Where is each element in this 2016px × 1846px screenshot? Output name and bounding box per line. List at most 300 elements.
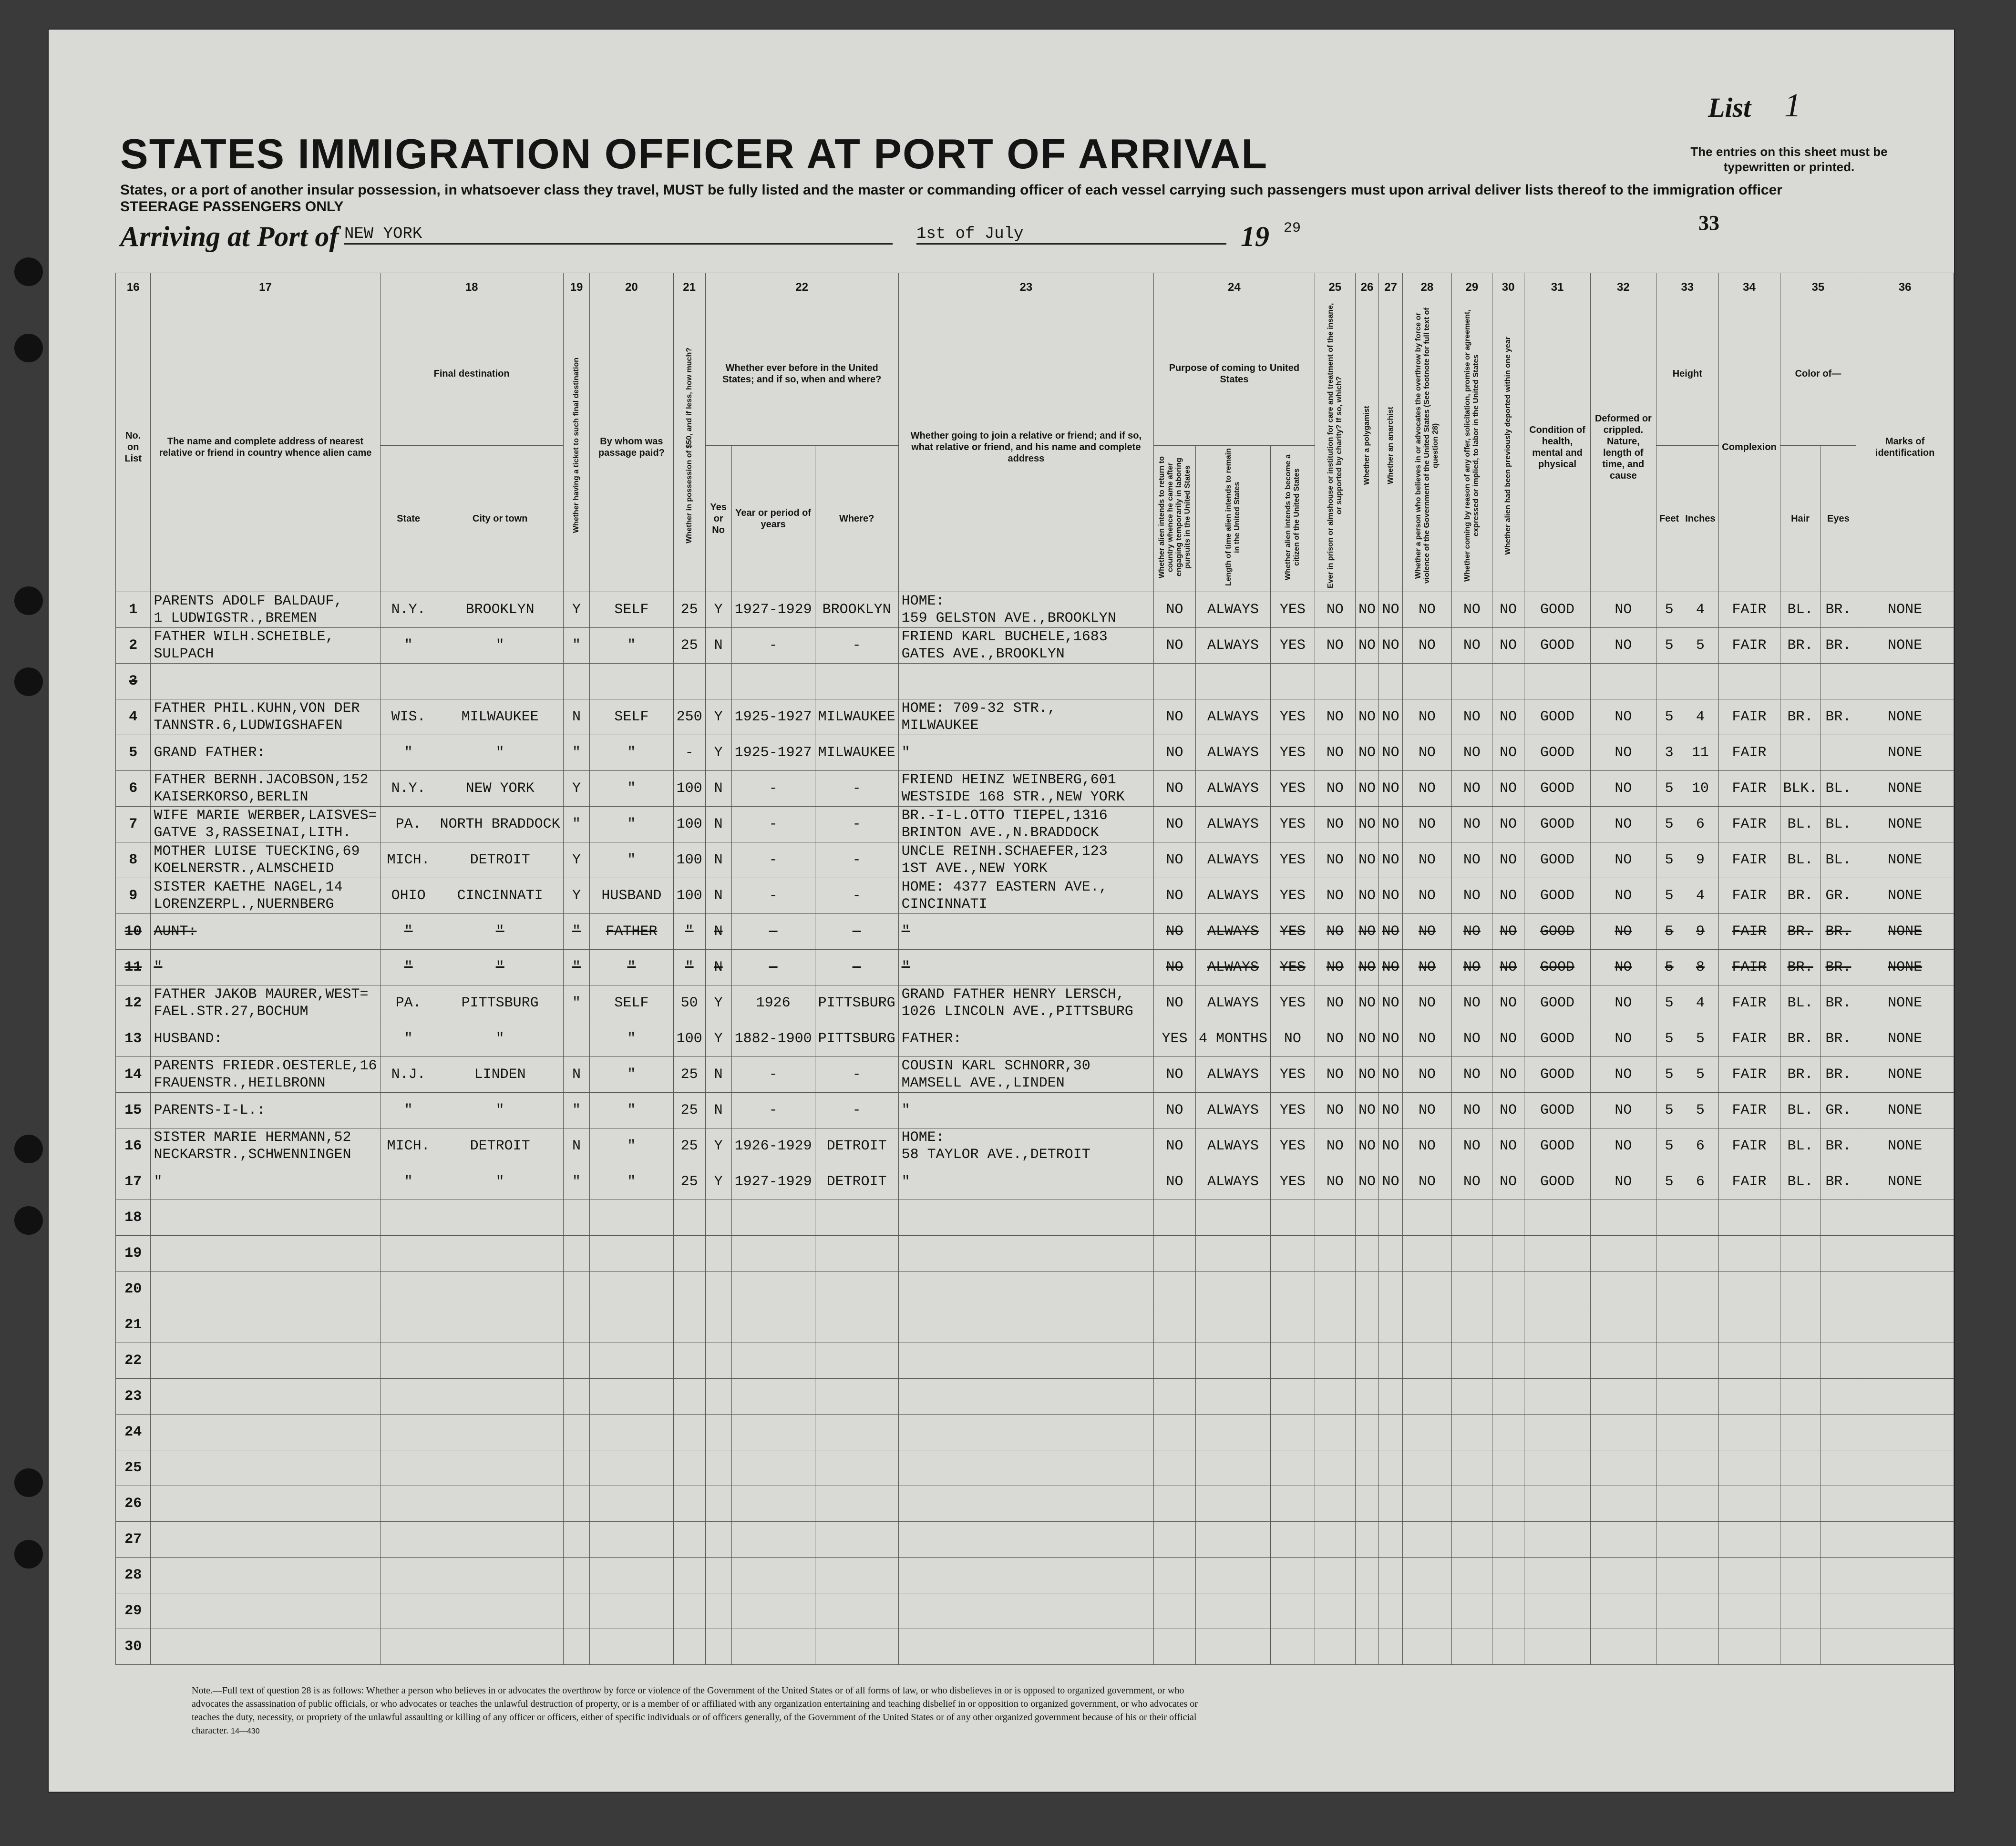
cell-ft: 5 [1656, 985, 1682, 1021]
cell-pc: YES [1271, 1128, 1315, 1164]
empty-cell [1656, 1343, 1682, 1379]
empty-cell [1524, 1307, 1590, 1343]
cell-years: - [731, 842, 815, 878]
cell-in: 5 [1682, 628, 1718, 664]
empty-cell [1315, 1307, 1355, 1343]
cell-ticket: " [563, 735, 590, 771]
form-subtitle: States, or a port of another insular possession, in whatsoever class they travel, MUST be fully listed and the master or commanding officer of each vessel carrying such passengers must upon arrival deliver lists thereof to the immigration officer [120, 182, 1782, 198]
column-number: 31 [1524, 273, 1590, 302]
empty-cell [731, 1307, 815, 1343]
cell-q25: NO [1315, 1128, 1355, 1164]
joining-relative-line: FRIEND KARL BUCHELE,1683 [901, 629, 1108, 645]
empty-cell [1590, 1486, 1656, 1522]
table-row [116, 735, 1954, 771]
table-row [116, 1128, 1954, 1164]
empty-cell [898, 1522, 1153, 1558]
empty-cell [1590, 1236, 1656, 1272]
empty-cell [1856, 1415, 1954, 1450]
cell-ticket: Y [563, 842, 590, 878]
empty-cell [437, 1629, 563, 1665]
empty-cell [590, 1415, 673, 1450]
cell-eyes: BR. [1821, 1164, 1856, 1200]
empty-cell [437, 1200, 563, 1236]
line-number: 21 [116, 1307, 151, 1343]
binder-hole [14, 1468, 43, 1497]
cell-where: - [815, 914, 898, 950]
empty-cell [815, 1450, 898, 1486]
empty-cell [1154, 1450, 1196, 1486]
relative-address-line: FAEL.STR.27,BOCHUM [154, 1004, 309, 1020]
cell-ft [1656, 664, 1682, 699]
cell-state: OHIO [380, 878, 437, 914]
cell-comp: FAIR [1718, 735, 1780, 771]
header-relative: The name and complete address of nearest relative or friend in country whence alien came [151, 302, 380, 592]
empty-cell [437, 1343, 563, 1379]
line-number: 7 [116, 807, 151, 842]
empty-cell [1856, 1593, 1954, 1629]
cell-q30 [1492, 664, 1524, 699]
page-number: 33 [1698, 211, 1719, 235]
empty-cell [151, 1486, 380, 1522]
cell-def: NO [1590, 1057, 1656, 1093]
line-number: 17 [116, 1164, 151, 1200]
empty-cell [563, 1593, 590, 1629]
empty-cell [1271, 1593, 1315, 1629]
cell-q26: NO [1355, 914, 1379, 950]
cell-state: MICH. [380, 1128, 437, 1164]
empty-cell [1402, 1307, 1451, 1343]
cell-by: " [590, 1164, 673, 1200]
empty-cell [1271, 1343, 1315, 1379]
cell-in: 9 [1682, 842, 1718, 878]
relative-address-line: LORENZERPL.,NUERNBERG [154, 896, 334, 913]
cell-marks: NONE [1856, 699, 1954, 735]
cell-ft: 5 [1656, 914, 1682, 950]
empty-cell [898, 1593, 1153, 1629]
empty-cell [1821, 1200, 1856, 1236]
cell-city: DETROIT [437, 1128, 563, 1164]
empty-cell [1524, 1558, 1590, 1593]
cell-q29: NO [1451, 950, 1492, 985]
column-number: 34 [1718, 273, 1780, 302]
cell-where: - [815, 771, 898, 807]
empty-cell [1718, 1558, 1780, 1593]
cell-years: - [731, 1057, 815, 1093]
joining-relative [898, 878, 1153, 914]
steerage-label: STEERAGE PASSENGERS ONLY [120, 199, 344, 215]
cell-where: - [815, 628, 898, 664]
cell-eyes: GR. [1821, 878, 1856, 914]
header-purpose-length-text: Length of time alien intends to remain in the United States [1224, 448, 1242, 586]
empty-cell [705, 1379, 731, 1415]
cell-q29: NO [1451, 1093, 1492, 1128]
cell-marks: NONE [1856, 771, 1954, 807]
empty-cell [705, 1200, 731, 1236]
date-field [916, 225, 1226, 245]
empty-cell [898, 1272, 1153, 1307]
cell-q28: NO [1402, 1128, 1451, 1164]
cell-pa: NO [1154, 1164, 1196, 1200]
cell-where: - [815, 878, 898, 914]
cell-yn: N [705, 842, 731, 878]
cell-money: 25 [673, 592, 705, 628]
cell-marks: NONE [1856, 807, 1954, 842]
cell-ticket: " [563, 950, 590, 985]
cell-ft: 5 [1656, 807, 1682, 842]
empty-cell [1379, 1343, 1403, 1379]
cell-cond: GOOD [1524, 771, 1590, 807]
empty-cell [673, 1629, 705, 1665]
cell-hair: BL. [1780, 1093, 1821, 1128]
empty-cell [380, 1486, 437, 1522]
cell-ticket: Y [563, 878, 590, 914]
cell-def: NO [1590, 699, 1656, 735]
empty-cell [1196, 1593, 1271, 1629]
empty-cell [1682, 1415, 1718, 1450]
empty-cell [1379, 1236, 1403, 1272]
cell-money: 25 [673, 1057, 705, 1093]
empty-cell [705, 1450, 731, 1486]
cell-pc: YES [1271, 950, 1315, 985]
cell-hair: BR. [1780, 1057, 1821, 1093]
empty-cell [1379, 1593, 1403, 1629]
empty-cell [1271, 1558, 1315, 1593]
cell-pc: YES [1271, 592, 1315, 628]
cell-comp: FAIR [1718, 1021, 1780, 1057]
relative-address-line: WIFE MARIE WERBER,LAISVES= [154, 808, 377, 824]
line-number: 9 [116, 878, 151, 914]
empty-cell [1718, 1450, 1780, 1486]
cell-money: " [673, 914, 705, 950]
cell-state: N.J. [380, 1057, 437, 1093]
cell-comp: FAIR [1718, 1164, 1780, 1200]
line-number: 27 [116, 1522, 151, 1558]
cell-money: 100 [673, 1021, 705, 1057]
joining-relative [898, 1057, 1153, 1093]
cell-in: 5 [1682, 1021, 1718, 1057]
cell-q30: NO [1492, 1128, 1524, 1164]
cell-ft: 5 [1656, 1021, 1682, 1057]
empty-cell [673, 1486, 705, 1522]
cell-pb: 4 MONTHS [1196, 1021, 1271, 1057]
empty-cell [1492, 1558, 1524, 1593]
cell-comp: FAIR [1718, 628, 1780, 664]
empty-cell [1315, 1343, 1355, 1379]
cell-q25: NO [1315, 592, 1355, 628]
empty-cell [705, 1522, 731, 1558]
joining-relative-line: MAMSELL AVE.,LINDEN [901, 1075, 1065, 1091]
cell-q29: NO [1451, 699, 1492, 735]
empty-cell [1315, 1486, 1355, 1522]
empty-cell [1451, 1379, 1492, 1415]
cell-comp: FAIR [1718, 878, 1780, 914]
empty-cell [815, 1343, 898, 1379]
empty-cell [380, 1343, 437, 1379]
empty-cell [1718, 1307, 1780, 1343]
cell-comp: FAIR [1718, 592, 1780, 628]
empty-cell [151, 1307, 380, 1343]
empty-cell [1718, 1522, 1780, 1558]
cell-q27: NO [1379, 1021, 1403, 1057]
cell-q29: NO [1451, 735, 1492, 771]
cell-cond: GOOD [1524, 985, 1590, 1021]
cell-q28: NO [1402, 985, 1451, 1021]
cell-in: 9 [1682, 914, 1718, 950]
empty-cell [1821, 1486, 1856, 1522]
cell-q25: NO [1315, 628, 1355, 664]
empty-cell [380, 1522, 437, 1558]
empty-cell [1451, 1558, 1492, 1593]
cell-pa: NO [1154, 842, 1196, 878]
empty-cell [1590, 1200, 1656, 1236]
cell-q27 [1379, 664, 1403, 699]
cell-def: NO [1590, 878, 1656, 914]
line-number: 29 [116, 1593, 151, 1629]
cell-q27: NO [1379, 628, 1403, 664]
header-where: Where? [815, 446, 898, 592]
empty-cell [731, 1450, 815, 1486]
cell-q25: NO [1315, 1164, 1355, 1200]
empty-cell [1355, 1307, 1379, 1343]
cell-q27: NO [1379, 878, 1403, 914]
cell-def: NO [1590, 592, 1656, 628]
relative-address-line: TANNSTR.6,LUDWIGSHAFEN [154, 718, 343, 734]
cell-by: " [590, 1057, 673, 1093]
header-marks: Marks of identification [1856, 302, 1954, 592]
empty-cell [1718, 1415, 1780, 1450]
line-number: 28 [116, 1558, 151, 1593]
cell-by: " [590, 771, 673, 807]
cell-yn: Y [705, 1164, 731, 1200]
relative-address [151, 1128, 380, 1164]
cell-years: 1926 [731, 985, 815, 1021]
cell-city: LINDEN [437, 1057, 563, 1093]
cell-ft: 5 [1656, 950, 1682, 985]
line-number: 1 [116, 592, 151, 628]
cell-q25: NO [1315, 842, 1355, 878]
empty-cell [1780, 1486, 1821, 1522]
line-number: 2 [116, 628, 151, 664]
header-anarchist-text: Whether an anarchist [1386, 407, 1395, 484]
cell-pb: ALWAYS [1196, 735, 1271, 771]
empty-cell [1682, 1593, 1718, 1629]
column-number: 33 [1656, 273, 1718, 302]
empty-cell [1355, 1415, 1379, 1450]
cell-where: - [815, 1093, 898, 1128]
empty-cell [1492, 1307, 1524, 1343]
cell-city: " [437, 950, 563, 985]
empty-cell [1355, 1236, 1379, 1272]
arriving-label: Arriving at Port of [120, 221, 339, 252]
cell-money: 25 [673, 1164, 705, 1200]
cell-q26: NO [1355, 592, 1379, 628]
empty-cell [1718, 1593, 1780, 1629]
header-condition: Condition of health, mental and physical [1524, 302, 1590, 592]
typewritten-note: The entries on this sheet must be typewritten or printed. [1690, 144, 1888, 174]
empty-cell [673, 1343, 705, 1379]
empty-cell [1402, 1343, 1451, 1379]
cell-q27: NO [1379, 735, 1403, 771]
cell-q30: NO [1492, 1164, 1524, 1200]
cell-q27: NO [1379, 985, 1403, 1021]
relative-address [151, 771, 380, 807]
cell-city: BROOKLYN [437, 592, 563, 628]
cell-hair: BLK. [1780, 771, 1821, 807]
cell-q27: NO [1379, 1057, 1403, 1093]
cell-by: " [590, 950, 673, 985]
empty-cell [1856, 1522, 1954, 1558]
empty-cell [673, 1272, 705, 1307]
empty-cell [1780, 1593, 1821, 1629]
empty-cell [673, 1450, 705, 1486]
empty-cell [1856, 1486, 1954, 1522]
cell-ft: 3 [1656, 735, 1682, 771]
empty-cell [1656, 1307, 1682, 1343]
joining-relative-line: FRIEND HEINZ WEINBERG,601 [901, 772, 1116, 788]
empty-cell [1821, 1415, 1856, 1450]
column-number: 23 [898, 273, 1153, 302]
empty-cell [1271, 1415, 1315, 1450]
cell-comp: FAIR [1718, 842, 1780, 878]
empty-cell [1656, 1200, 1682, 1236]
column-header-row [116, 302, 1954, 446]
cell-q26: NO [1355, 771, 1379, 807]
table-row [116, 1021, 1954, 1057]
header-color-of: Color of— [1780, 302, 1856, 446]
cell-pb: ALWAYS [1196, 878, 1271, 914]
cell-pb: ALWAYS [1196, 1128, 1271, 1164]
cell-pb: ALWAYS [1196, 699, 1271, 735]
header-final-destination: Final destination [380, 302, 563, 446]
empty-cell [1856, 1236, 1954, 1272]
header-offer-text: Whether coming by reason of any offer, solicitation, promise or agreement, expressed or implied, to labor in the United States [1463, 309, 1480, 582]
cell-city: CINCINNATI [437, 878, 563, 914]
cell-q27: NO [1379, 1164, 1403, 1200]
joining-relative-line: UNCLE REINH.SCHAEFER,123 [901, 843, 1108, 860]
relative-address-line: KAISERKORSO,BERLIN [154, 789, 309, 805]
line-number: 26 [116, 1486, 151, 1522]
empty-cell [151, 1450, 380, 1486]
relative-address [151, 699, 380, 735]
empty-cell [1379, 1450, 1403, 1486]
empty-cell [1656, 1272, 1682, 1307]
empty-cell [705, 1272, 731, 1307]
empty-cell [1590, 1522, 1656, 1558]
empty-row [116, 1629, 1954, 1665]
empty-cell [1451, 1200, 1492, 1236]
cell-eyes: BR. [1821, 1128, 1856, 1164]
joining-relative-line: HOME: 709-32 STR., [901, 700, 1056, 717]
empty-cell [1451, 1593, 1492, 1629]
empty-cell [1492, 1593, 1524, 1629]
column-number: 24 [1154, 273, 1315, 302]
empty-cell [1355, 1379, 1379, 1415]
cell-pc: YES [1271, 699, 1315, 735]
port-value: NEW YORK [344, 225, 422, 243]
cell-def: NO [1590, 1128, 1656, 1164]
empty-cell [705, 1415, 731, 1450]
cell-pb: ALWAYS [1196, 985, 1271, 1021]
empty-cell [1821, 1307, 1856, 1343]
cell-eyes: BR. [1821, 628, 1856, 664]
cell-marks: NONE [1856, 1128, 1954, 1164]
joining-relative [898, 699, 1153, 735]
relative-address [151, 1093, 380, 1128]
cell-q26: NO [1355, 1057, 1379, 1093]
empty-cell [1656, 1558, 1682, 1593]
empty-cell [380, 1272, 437, 1307]
header-inches: Inches [1682, 446, 1718, 592]
empty-cell [705, 1593, 731, 1629]
empty-row [116, 1558, 1954, 1593]
relative-address-line: SISTER KAETHE NAGEL,14 [154, 879, 343, 895]
cell-q29: NO [1451, 878, 1492, 914]
joining-relative-line: FATHER: [901, 1031, 962, 1047]
cell-q26: NO [1355, 842, 1379, 878]
cell-eyes [1821, 735, 1856, 771]
cell-q29: NO [1451, 592, 1492, 628]
header-purpose-return-text: Whether alien intends to return to country whence he came after engaging temporarily in laboring pursuits in the United States [1157, 456, 1192, 579]
joining-relative-line: HOME: 4377 EASTERN AVE., [901, 879, 1108, 895]
empty-cell [1682, 1522, 1718, 1558]
empty-cell [151, 1558, 380, 1593]
cell-q26: NO [1355, 1021, 1379, 1057]
header-purpose-citizen-text: Whether alien intends to become a citizen of the United States [1284, 454, 1301, 581]
column-number: 18 [380, 273, 563, 302]
empty-cell [1196, 1629, 1271, 1665]
header-purpose-length [1196, 446, 1271, 592]
empty-cell [1682, 1450, 1718, 1486]
empty-cell [1154, 1522, 1196, 1558]
cell-years: 1927-1929 [731, 1164, 815, 1200]
passenger-table [115, 273, 1954, 1665]
cell-pc: NO [1271, 1021, 1315, 1057]
empty-cell [1451, 1236, 1492, 1272]
empty-cell [1656, 1629, 1682, 1665]
cell-q30: NO [1492, 735, 1524, 771]
empty-cell [898, 1200, 1153, 1236]
empty-row [116, 1200, 1954, 1236]
cell-q26: NO [1355, 1128, 1379, 1164]
cell-q28: NO [1402, 699, 1451, 735]
header-joining: Whether going to join a relative or friend; and if so, what relative or friend, and his name and complete address [898, 302, 1153, 592]
empty-cell [1379, 1629, 1403, 1665]
cell-q28: NO [1402, 950, 1451, 985]
empty-cell [1271, 1200, 1315, 1236]
joining-relative [898, 592, 1153, 628]
cell-city: " [437, 1093, 563, 1128]
empty-cell [1821, 1450, 1856, 1486]
empty-cell [1718, 1272, 1780, 1307]
cell-def: NO [1590, 628, 1656, 664]
cell-comp: FAIR [1718, 807, 1780, 842]
relative-address-line: KOELNERSTR.,ALMSCHEID [154, 861, 334, 877]
header-yes-no: Yes or No [705, 446, 731, 592]
cell-q25: NO [1315, 1057, 1355, 1093]
header-eyes: Eyes [1821, 446, 1856, 592]
cell-def: NO [1590, 1093, 1656, 1128]
empty-cell [1355, 1486, 1379, 1522]
cell-marks: NONE [1856, 1057, 1954, 1093]
empty-cell [563, 1486, 590, 1522]
cell-comp: FAIR [1718, 699, 1780, 735]
column-number: 27 [1379, 273, 1403, 302]
cell-q30: NO [1492, 771, 1524, 807]
empty-cell [731, 1486, 815, 1522]
empty-cell [1780, 1307, 1821, 1343]
empty-cell [815, 1379, 898, 1415]
form-title: STATES IMMIGRATION OFFICER AT PORT OF ARRIVAL [120, 130, 1268, 177]
